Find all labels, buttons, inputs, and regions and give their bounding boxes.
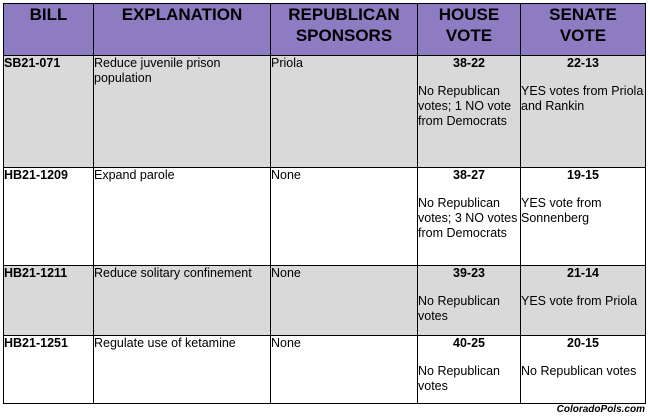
- senate-vote: [521, 336, 646, 404]
- republican-sponsors: None: [271, 168, 418, 266]
- header-republican-sponsors: REPUBLICAN SPONSORS: [271, 4, 418, 56]
- header-house-vote: HOUSE VOTE: [418, 4, 521, 56]
- table-row: [4, 168, 646, 266]
- house-vote-note: No Republican votes; 1 NO vote from Democrats: [418, 84, 512, 128]
- senate-vote-note: No Republican votes: [521, 364, 637, 378]
- table-row: [4, 266, 646, 336]
- house-vote: [418, 336, 521, 404]
- house-vote-count: 38-22: [453, 56, 485, 70]
- republican-sponsors: Priola: [271, 56, 418, 168]
- senate-vote-count: 21-14: [567, 266, 599, 280]
- bill-id: HB21-1211: [4, 266, 94, 336]
- house-vote-note: No Republican votes: [418, 294, 500, 323]
- house-vote: [418, 266, 521, 336]
- senate-vote: [521, 168, 646, 266]
- senate-vote-note: YES vote from Priola: [521, 294, 638, 308]
- table-row: [4, 56, 646, 168]
- senate-vote-count: 20-15: [567, 336, 599, 350]
- house-vote-count: 38-27: [453, 168, 485, 182]
- bill-explanation: Regulate use of ketamine: [94, 336, 271, 404]
- bill-id: SB21-071: [4, 56, 94, 168]
- senate-vote-note: YES vote from Sonnenberg: [521, 196, 602, 225]
- senate-vote: [521, 266, 646, 336]
- republican-sponsors: None: [271, 266, 418, 336]
- bill-explanation: Reduce juvenile prison population: [94, 56, 271, 168]
- senate-vote-count: 22-13: [567, 56, 599, 70]
- bill-id: HB21-1209: [4, 168, 94, 266]
- table-row: [4, 336, 646, 404]
- bills-table: [3, 3, 646, 404]
- table-header: [4, 4, 646, 56]
- house-vote-count: 40-25: [453, 336, 485, 350]
- house-vote: [418, 168, 521, 266]
- source-credit: ColoradoPols.com: [556, 404, 645, 415]
- senate-vote-count: 19-15: [567, 168, 599, 182]
- house-vote-note: No Republican votes; 3 NO votes from Democrats: [418, 196, 518, 240]
- bill-explanation: Reduce solitary confinement: [94, 266, 271, 336]
- bill-explanation: Expand parole: [94, 168, 271, 266]
- header-explanation: EXPLANATION: [94, 4, 271, 56]
- header-senate-vote: SENATE VOTE: [521, 4, 646, 56]
- republican-sponsors: None: [271, 336, 418, 404]
- senate-vote: [521, 56, 646, 168]
- senate-vote-note: YES votes from Priola and Rankin: [521, 84, 644, 113]
- house-vote: [418, 56, 521, 168]
- header-bill: BILL: [4, 4, 94, 56]
- header-row: [4, 4, 646, 56]
- bill-id: HB21-1251: [4, 336, 94, 404]
- house-vote-count: 39-23: [453, 266, 485, 280]
- house-vote-note: No Republican votes: [418, 364, 500, 393]
- table-body: [4, 56, 646, 404]
